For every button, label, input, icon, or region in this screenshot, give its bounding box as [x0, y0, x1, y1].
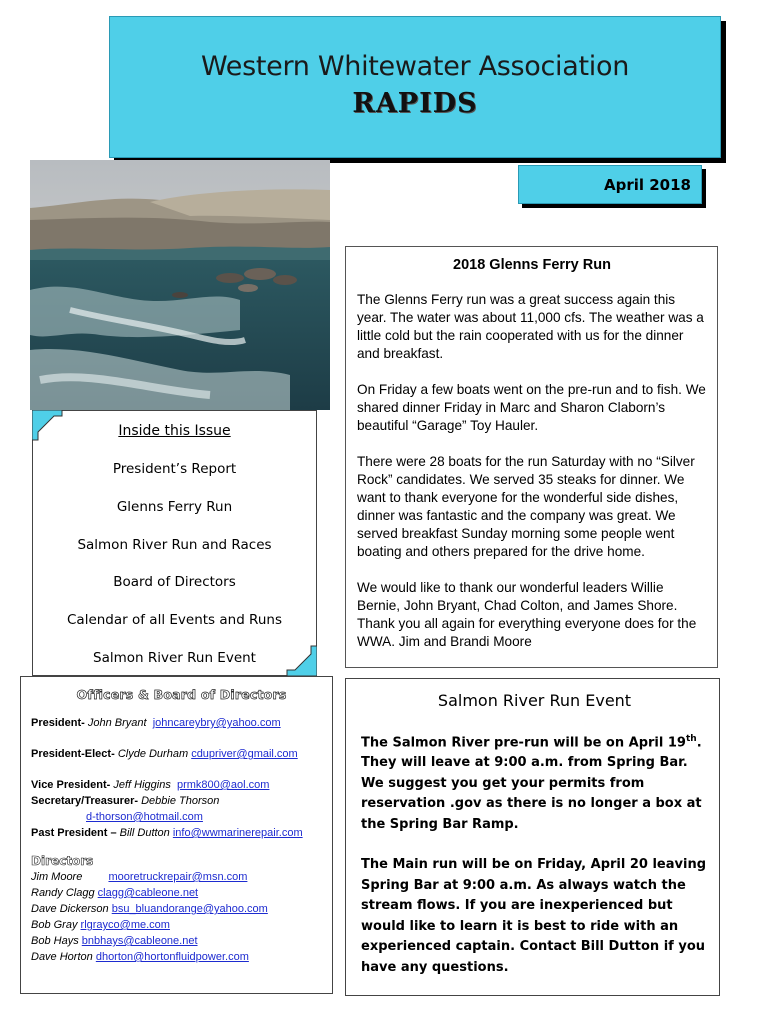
- director-row: [31, 949, 332, 965]
- officer-president-elect: [31, 746, 332, 762]
- salmon-river-event-box: [345, 678, 720, 996]
- river-photo: [30, 160, 330, 410]
- officer-secretary: [31, 793, 332, 809]
- officer-name: Bill Dutton: [119, 827, 170, 839]
- toc-title: Inside this Issue: [118, 423, 231, 439]
- masthead-banner: [109, 16, 721, 158]
- email-link[interactable]: bnbhays@cableone.net: [81, 935, 198, 947]
- officer-role: Past President –: [31, 827, 117, 839]
- officer-vice-president: [31, 777, 332, 793]
- officer-name: Clyde Durham: [117, 748, 189, 760]
- director-name: Bob Gray: [31, 919, 78, 931]
- officer-role: President-: [31, 717, 85, 729]
- director-name: Dave Dickerson: [31, 903, 109, 915]
- article-paragraph: There were 28 boats for the run Saturday with no “Silver Rock” candidates. We served 35 steaks for dinner. We want to thank everyone for the wonderful side dishes, dinner was fantastic and the company was great. We served breakfast Sunday morning some people went boating and others prepared for the drive home.: [357, 454, 695, 559]
- newsletter-organization: Western Whitewater Association: [200, 51, 630, 82]
- email-link[interactable]: johncareybry@yahoo.com: [152, 717, 281, 729]
- officer-name: Debbie Thorson: [141, 795, 220, 807]
- director-name: Dave Horton: [31, 951, 93, 963]
- director-name: Randy Clagg: [31, 887, 95, 899]
- director-name: Bob Hays: [31, 935, 79, 947]
- email-link[interactable]: bsu_bluandorange@yahoo.com: [111, 903, 268, 915]
- director-name: Jim Moore: [31, 871, 83, 883]
- salmon-paragraph: [361, 729, 708, 836]
- email-link[interactable]: rlgrayco@me.com: [80, 919, 170, 931]
- ordinal-suffix: th: [685, 733, 697, 744]
- email-link[interactable]: cdupriver@gmail.com: [191, 748, 298, 760]
- corner-decoration-icon: [281, 640, 317, 676]
- salmon-paragraph: The Main run will be on Friday, April 20 leaving Spring Bar at 9:00 a.m. As always watch the stream flows. If you are inexperienced but would like to learn it is best to ride with an experienced captain. Contact Bill Dutton if you have any questions.: [361, 857, 707, 975]
- river-photo-icon: [30, 160, 330, 410]
- article-paragraph: On Friday a few boats went on the pre-run and to fish. We shared dinner Friday in Marc and Sharon Claborn’s beautiful “Garage” Toy Hauler.: [357, 382, 706, 433]
- officer-secretary-email: [31, 809, 332, 825]
- article-title: 2018 Glenns Ferry Run: [453, 257, 611, 273]
- officer-president: [31, 715, 332, 731]
- toc-item: Salmon River Run Event: [93, 649, 256, 666]
- toc-item: Board of Directors: [113, 574, 236, 591]
- inside-this-issue-box: [32, 410, 317, 676]
- director-row: [31, 917, 332, 933]
- officers-box: [20, 676, 333, 994]
- director-row: [31, 885, 332, 901]
- newsletter-title: RAPIDS: [352, 88, 478, 119]
- issue-date: April 2018: [604, 175, 691, 194]
- officer-role: President-Elect-: [31, 748, 115, 760]
- toc-item: Glenns Ferry Run: [116, 498, 233, 515]
- officers-title: Officers & Board of Directors: [76, 687, 287, 702]
- email-link[interactable]: mooretruckrepair@msn.com: [108, 871, 248, 883]
- officer-name: John Bryant: [87, 717, 147, 729]
- officer-role: Secretary/Treasurer-: [31, 795, 139, 807]
- salmon-paragraph-text: The Salmon River pre-run will be on April 19: [361, 734, 686, 750]
- officer-past-president: [31, 825, 332, 841]
- glenns-ferry-article: [345, 246, 718, 668]
- email-link[interactable]: d-thorson@hotmail.com: [86, 811, 203, 823]
- email-link[interactable]: dhorton@hortonfluidpower.com: [95, 951, 249, 963]
- salmon-paragraph-text: . They will leave at 9:00 a.m. from Spring Bar. We suggest you get your permits from reservation .gov as there is no longer a box at the Spring Bar Ramp.: [361, 734, 702, 832]
- article-paragraph: The Glenns Ferry run was a great success again this year. The water was about 11,000 cfs. The weather was a little cold but the rain cooperated with us for the dinner and breakfast.: [357, 292, 704, 361]
- email-link[interactable]: prmk800@aol.com: [176, 779, 270, 791]
- director-row: [31, 901, 332, 917]
- toc-item: Salmon River Run and Races: [77, 536, 272, 553]
- director-row: [31, 869, 332, 885]
- article-paragraph: We would like to thank our wonderful leaders Willie Bernie, John Bryant, Chad Colton, and James Shore. Thank you all again for everything everyone does for the WWA. Jim and Brandi Moore: [357, 580, 697, 649]
- salmon-title: Salmon River Run Event: [437, 691, 632, 710]
- email-link[interactable]: clagg@cableone.net: [97, 887, 199, 899]
- directors-title: Directors: [31, 854, 94, 868]
- toc-item: Calendar of all Events and Runs: [67, 612, 282, 629]
- officer-role: Vice President-: [31, 779, 111, 791]
- issue-date-box: [518, 165, 702, 204]
- toc-item: President’s Report: [112, 461, 237, 477]
- officer-name: Jeff Higgins: [113, 779, 171, 791]
- toc-list: [33, 459, 316, 686]
- email-link[interactable]: info@wwmarinerepair.com: [172, 827, 303, 839]
- director-row: [31, 933, 332, 949]
- corner-decoration-icon: [32, 410, 68, 446]
